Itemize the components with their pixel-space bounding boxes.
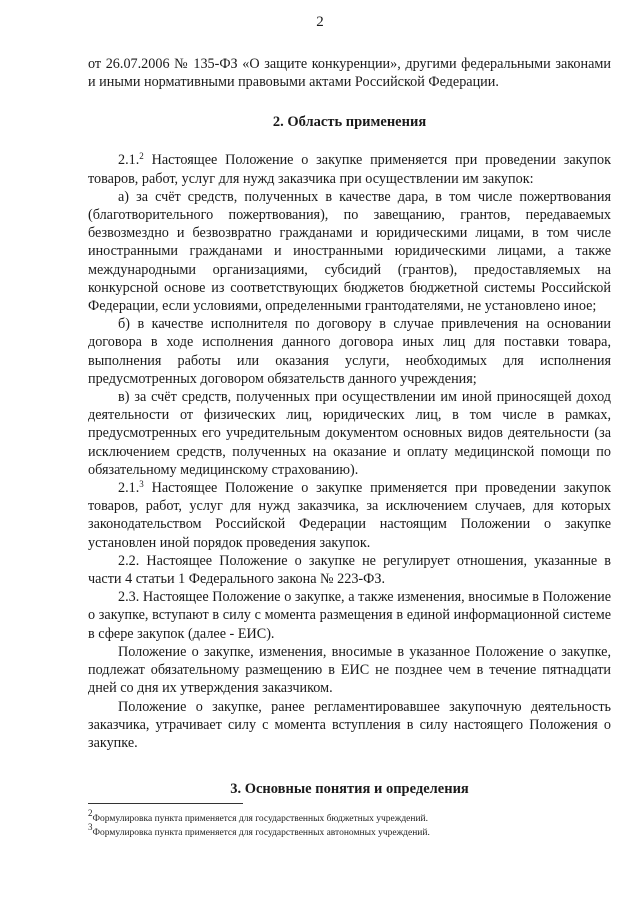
paragraph-continuation: от 26.07.2006 № 135-ФЗ «О защите конкуренции», другими федеральными законами и иными нормативными правовыми актами Российской Федерации.: [88, 56, 611, 91]
footnote: [88, 822, 611, 840]
paragraph-2-2: 2.2. Настоящее Положение о закупке не регулирует отношения, указанные в части 4 статьи 1 Федерального закона № 223-ФЗ.: [88, 552, 611, 588]
paragraph-2-3: 2.3. Настоящее Положение о закупке, а также изменения, вносимые в Положение о закупке, вступают в силу с момента размещения в единой информационной системе в сфере закупок (далее - ЕИС).: [88, 589, 611, 642]
footnote-mark: 2: [88, 808, 93, 818]
sub-item-v: в) за счёт средств, полученных при осуществлении им иной приносящей доход деятельности от физических лиц, юридических лиц, в том числе в рамках, предусмотренных его учредительным документом основных видов деятельности (за исключением средств, полученных на оказание и оплату медицинской помощи по обязательному медицинскому страхованию).: [88, 389, 611, 478]
sub-item-a: а) за счёт средств, полученных в качестве дара, в том числе пожертвования (благотворительного пожертвования), по завещанию, грантов, передаваемых безвозмездно и безвозвратно гражданами и юридическими лицами, в том числе иностранными гражданами и иностранными юридическими лицами, а также международными организациями, субсидий (грантов), предоставляемых на конкурсной основе из соответствующих бюджетов бюджетной системы Российской Федерации, если условиями, определенными грантодателями, не установлено иное;: [88, 188, 611, 315]
document-body: [88, 55, 611, 798]
section-heading-2: 2. Область применения: [272, 114, 427, 131]
footnote-ref: 2: [139, 151, 144, 162]
paragraph-2-1-b: [88, 479, 611, 552]
paragraph-publication: Положение о закупке, изменения, вносимые в указанное Положение о закупке, подлежат обязательному размещению в ЕИС не позднее чем в течение пятнадцати дней со дня их утверждения заказчиком.: [88, 643, 611, 697]
footnote-text: Формулировка пункта применяется для государственных автономных учреждений.: [92, 828, 430, 838]
footnote-divider: [88, 803, 243, 804]
page-number: 2: [316, 14, 324, 30]
section-heading-3: 3. Основные понятия и определения: [230, 781, 469, 798]
footnote-mark: 3: [88, 822, 93, 832]
footnote: [88, 808, 611, 826]
footnotes: [88, 808, 611, 840]
clause-number: 2.1.: [118, 152, 140, 169]
clause-number: 2.1.: [118, 480, 140, 497]
footnote-text: Формулировка пункта применяется для государственных бюджетных учреждений.: [92, 814, 429, 824]
clause-text: Настоящее Положение о закупке применяется при проведении закупок товаров, работ, услуг для нужд заказчика при осуществлении им закупок:: [88, 152, 611, 187]
clause-text: Настоящее Положение о закупке применяется при проведении закупок товаров, работ, услуг для нужд заказчика, за исключением случаев, для которых законодательством Российской Федерации настоящим Положении о закупке установлен иной порядок проведения закупок.: [88, 480, 611, 551]
sub-item-b: б) в качестве исполнителя по договору в случае привлечения на основании договора в ходе исполнения данного договора иных лиц для поставки товара, выполнения работы или оказания услуги, необходимых для исполнения предусмотренных договором обязательств данного учреждения;: [88, 316, 611, 387]
paragraph-previous-regulation: Положение о закупке, ранее регламентировавшее закупочную деятельность заказчика, утрачивает силу с момента вступления в силу настоящего Положения о закупке.: [88, 698, 611, 751]
footnote-ref: 3: [139, 479, 144, 490]
paragraph-2-1-a: [88, 151, 611, 187]
